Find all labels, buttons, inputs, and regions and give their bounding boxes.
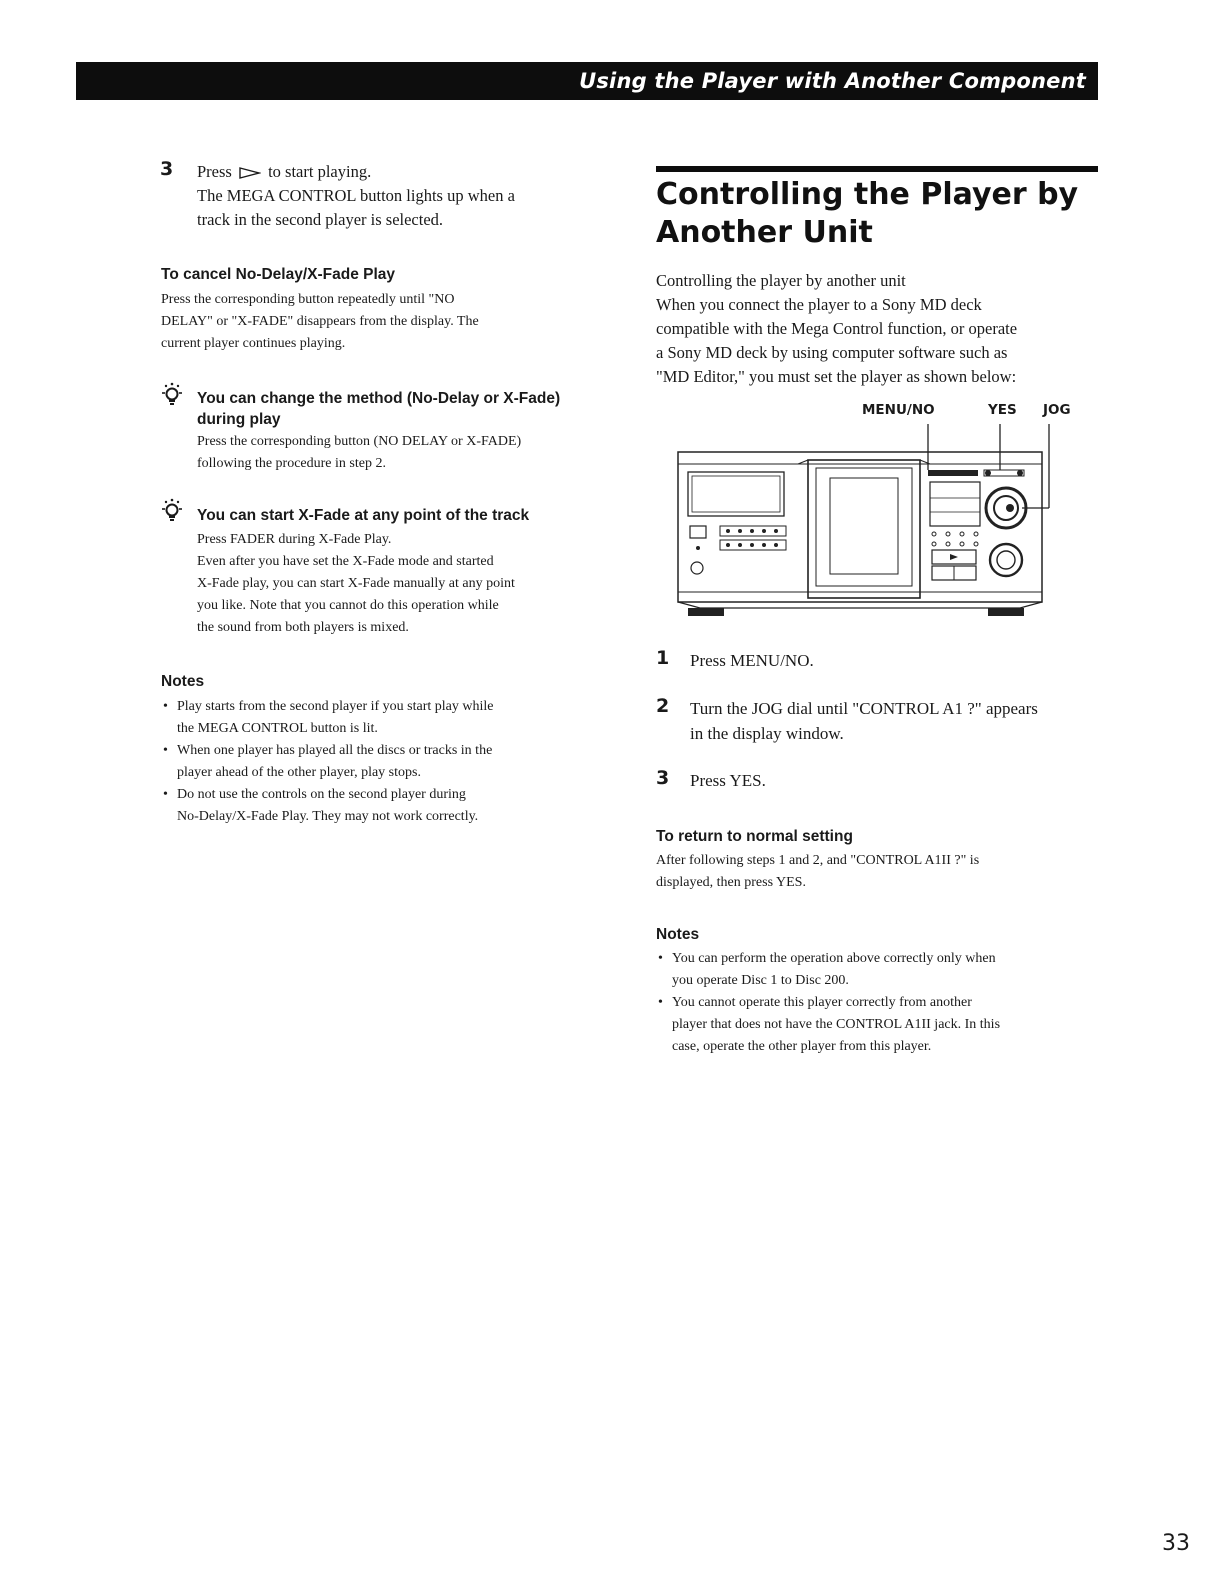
play-icon [239, 167, 261, 179]
step-number: 2 [656, 695, 670, 717]
intro-paragraph: Controlling the player by another unit When you connect the player to a Sony MD deck compatible with the Mega Control function, or operate a Sony MD deck by using computer software such as "MD Editor," you must set the player as shown below: [656, 271, 1018, 386]
step-3-text [197, 160, 617, 232]
list-item: • Play starts from the second player if you start play while the MEGA CONTROL button is lit. [161, 696, 601, 740]
tip-1-heading: You can change the method (No-Delay or X-Fade) during play [197, 390, 561, 428]
step-number: 3 [160, 158, 174, 180]
cd-player-diagram [670, 420, 1070, 630]
list-item: • You can perform the operation above correctly only when you operate Disc 1 to Disc 200. [656, 948, 1096, 992]
notes-list [656, 948, 1096, 1058]
step-2-text: Turn the JOG dial until "CONTROL A1 ?" appears in the display window. [690, 699, 1038, 743]
step-number: 3 [656, 767, 670, 789]
cancel-heading: To cancel No-Delay/X-Fade Play [161, 266, 396, 283]
page-title: Controlling the Player by Another Unit [656, 177, 1079, 250]
section-header-bar [76, 62, 1098, 100]
label-menu-no: MENU/NO [862, 402, 935, 418]
section-rule [656, 166, 1098, 172]
step-3-line-3: track in the second player is selected. [197, 210, 444, 229]
list-item: • When one player has played all the discs or tracks in the player ahead of the other player, play stops. [161, 740, 601, 784]
cancel-body [161, 289, 601, 355]
cancel-line: current player continues playing. [161, 336, 346, 351]
page-number: 33 [1162, 1531, 1190, 1556]
list-item: • Do not use the controls on the second player during No-Delay/X-Fade Play. They may not work correctly. [161, 784, 601, 828]
step-1-text: Press MENU/NO. [690, 651, 814, 670]
label-yes: YES [988, 402, 1017, 418]
tip-2-heading: You can start X-Fade at any point of the track [197, 507, 530, 524]
tip-2-body: Press FADER during X-Fade Play. Even after you have set the X-Fade mode and started X-Fade play, you can start X-Fade manually at any point you like. Note that you cannot do this operation while the sound from both players is mixed. [197, 532, 515, 635]
section-header-title: Using the Player with Another Component [579, 69, 1086, 93]
return-body: After following steps 1 and 2, and "CONTROL A1II ?" is displayed, then press YES. [656, 853, 980, 890]
notes-heading: Notes [656, 926, 700, 943]
return-heading: To return to normal setting [656, 828, 853, 845]
cancel-line: Press the corresponding button repeatedly until "NO [161, 292, 455, 307]
tip-1-body: Press the corresponding button (NO DELAY or X-FADE) following the procedure in step 2. [197, 434, 522, 471]
cancel-line: DELAY" or "X-FADE" disappears from the display. The [161, 314, 479, 329]
notes-heading: Notes [161, 673, 205, 690]
label-jog: JOG [1043, 402, 1071, 418]
lightbulb-tip-icon [160, 382, 184, 408]
lightbulb-tip-icon [160, 498, 184, 524]
step-3-line-1: Press to start playing. [197, 162, 372, 181]
step-number: 1 [656, 647, 670, 669]
list-item: • You cannot operate this player correctly from another player that does not have the CONTROL A1II jack. In this case, operate the other player from this player. [656, 992, 1096, 1058]
step-3-text: Press YES. [690, 771, 766, 790]
notes-list [161, 696, 601, 828]
step-3-line-2: The MEGA CONTROL button lights up when a [197, 186, 515, 205]
